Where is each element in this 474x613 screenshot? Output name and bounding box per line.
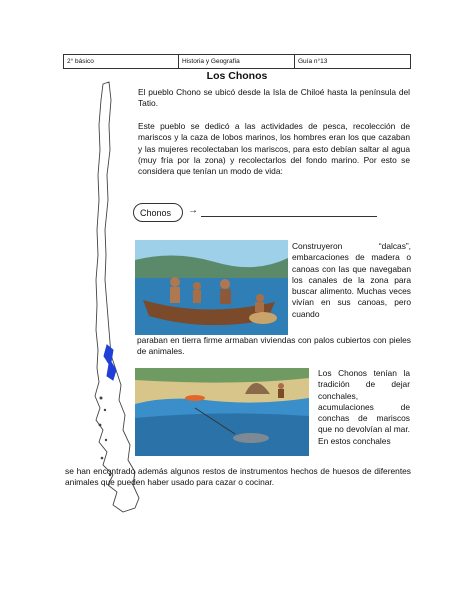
page-title: Los Chonos — [206, 70, 268, 82]
guide-number-cell: Guía n°13 — [298, 58, 328, 65]
grade-cell: 2° básico — [64, 55, 179, 68]
intro-paragraph: El pueblo Chono se ubicó desde la Isla de Chiloé hasta la península del Tatio. — [138, 87, 410, 109]
header-table — [63, 54, 411, 69]
dalcas-paragraph: Construyeron “dalcas”, embarcaciones de madera o canoas con las que navegaban los canales de la zona para buscar alimento. Muchas veces vivían en sus canoas, pero cuando — [292, 241, 411, 319]
chile-map — [83, 80, 143, 520]
lifestyle-paragraph: Este pueblo se dedicó a las actividades de pesca, recolección de mariscos y la caza de lobos marinos, los hombres eran los que cazaban y las mujeres recolectaban los mariscos, para esto debían saltar al agua (muy fría por la zona) y recolectarlos del fondo marino. Por esto se considera que tenían un modo de vida: — [138, 121, 410, 177]
conchales-paragraph: Los Chonos tenían la tradición de dejar conchales, acumulaciones de conchas de mariscos que no devolvían al mar. En estos conchales — [318, 368, 410, 446]
arrow-icon: → — [188, 205, 198, 216]
chonos-label-box: Chonos — [133, 203, 183, 222]
subject-cell: Historia y Geografía — [179, 55, 295, 68]
canoe-illustration — [135, 240, 288, 335]
answer-line[interactable] — [201, 216, 377, 217]
conchal-illustration — [135, 368, 309, 456]
dalcas-paragraph-continued: paraban en tierra firme armaban viviendas con palos cubiertos con pieles de animales. — [137, 335, 411, 357]
conchales-paragraph-continued: se han encontrado además algunos restos de instrumentos hechos de huesos de diferentes animales que pueden haber usado para cazar o cocinar. — [65, 466, 411, 488]
